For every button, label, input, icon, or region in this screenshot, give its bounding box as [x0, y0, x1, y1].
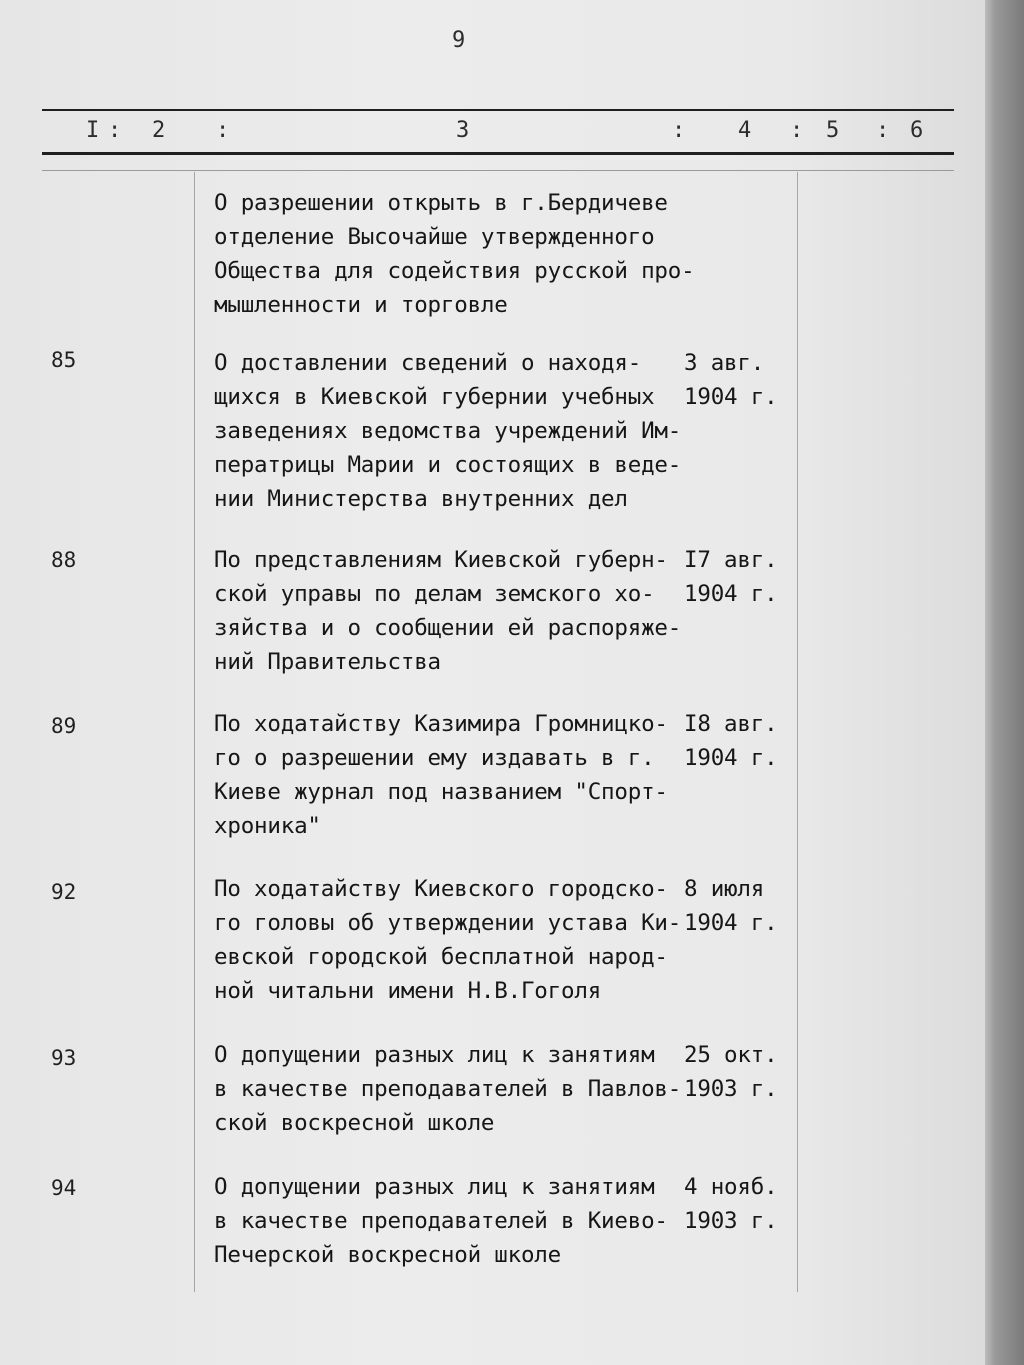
- col-header-4: 4: [738, 118, 752, 143]
- page-number: 9: [452, 28, 466, 53]
- column-divider: [194, 172, 195, 1292]
- entry-date: 8 июля 1904 г.: [684, 876, 778, 936]
- entry-date: 4 нояб. 1903 г.: [684, 1174, 778, 1234]
- entry-title: По представлениям Киевской губерн- ской управы по делам земского хо- зяйства и о сообщении ей распоряже- ний Правительства: [214, 547, 682, 675]
- entry-number: 85: [51, 348, 77, 372]
- entry-date: 25 окт. 1903 г.: [684, 1042, 778, 1102]
- column-divider: [797, 172, 798, 1292]
- entry-number: 88: [51, 548, 77, 572]
- col-header-1: I: [86, 118, 100, 143]
- col-header-5: 5: [826, 118, 840, 143]
- entry-number: 94: [51, 1176, 77, 1200]
- entry-title: О разрешении открыть в г.Бердичеве отделение Высочайше утвержденного Общества для содействия русской про- мышленности и торговле: [214, 190, 695, 318]
- entry-title: О допущении разных лиц к занятиям в качестве преподавателей в Киево- Печерской воскресной школе: [214, 1174, 668, 1268]
- header-rule-thin: [42, 170, 954, 171]
- entry-title: О допущении разных лиц к занятиям в качестве преподавателей в Павлов- ской воскресной школе: [214, 1042, 682, 1136]
- col-header-3: 3: [456, 118, 470, 143]
- entry-title: По ходатайству Киевского городско- го головы об утверждении устава Ки- евской городской бесплатной народ- ной читальни имени Н.В.Гоголя: [214, 876, 682, 1004]
- header-rule-top: [42, 109, 954, 111]
- header-rule-bottom: [42, 152, 954, 155]
- entry-title: По ходатайству Казимира Громницко- го о разрешении ему издавать в г. Киеве журнал под названием "Спорт- хроника": [214, 711, 668, 839]
- entry-date: I8 авг. 1904 г.: [684, 711, 778, 771]
- document-page: 9 I : 2 : 3 : 4 : 5 : 6 О разрешении открыть в г.Бердичеве отделение Высочайше утвержденного Общества для содействия русской про- мышленности и торговле 85 О доставлении сведений о находя- щихся в Киевской губернии учебных заведениях ведомства учреждений Им- ператрицы Марии и состоящих в веде- нии Министерства внутренних дел 3 авг. 1904 г. 88 По представлениям Киевской губерн- ской управы по делам земского хо- зяйства и о сообщении ей распоряже- ний Правительства I7 авг. 1904 г. 89 По ходатайству Казимира Громницко- го о разрешении ему издавать в г. Киеве журнал под названием "Спорт- хроника" I8 авг. 1904 г. 92 По ходатайству Киевского городско- го головы об утверждении устава Ки- евской городской бесплатной народ- ной читальни имени Н.В.Гоголя 8 июля 1904 г. 93 О допущении разных лиц к занятиям в качестве преподавателей в Павлов- ской воскресной школе 25 окт. 1903 г. 94 О допущении разных лиц к занятиям в качестве преподавателей в Киево- Печерской воскресной школе 4 нояб. 1903 г.: [0, 0, 985, 1365]
- entry-title: О доставлении сведений о находя- щихся в Киевской губернии учебных заведениях ведомства учреждений Им- ператрицы Марии и состоящих в веде- нии Министерства внутренних дел: [214, 350, 682, 512]
- entry-number: 92: [51, 880, 77, 904]
- entry-number: 93: [51, 1046, 77, 1070]
- entry-number: 89: [51, 714, 77, 738]
- col-header-6: 6: [910, 118, 924, 143]
- page-edge-shadow: [985, 0, 1024, 1365]
- col-header-2: 2: [152, 118, 166, 143]
- entry-date: I7 авг. 1904 г.: [684, 547, 778, 607]
- entry-date: 3 авг. 1904 г.: [684, 350, 778, 410]
